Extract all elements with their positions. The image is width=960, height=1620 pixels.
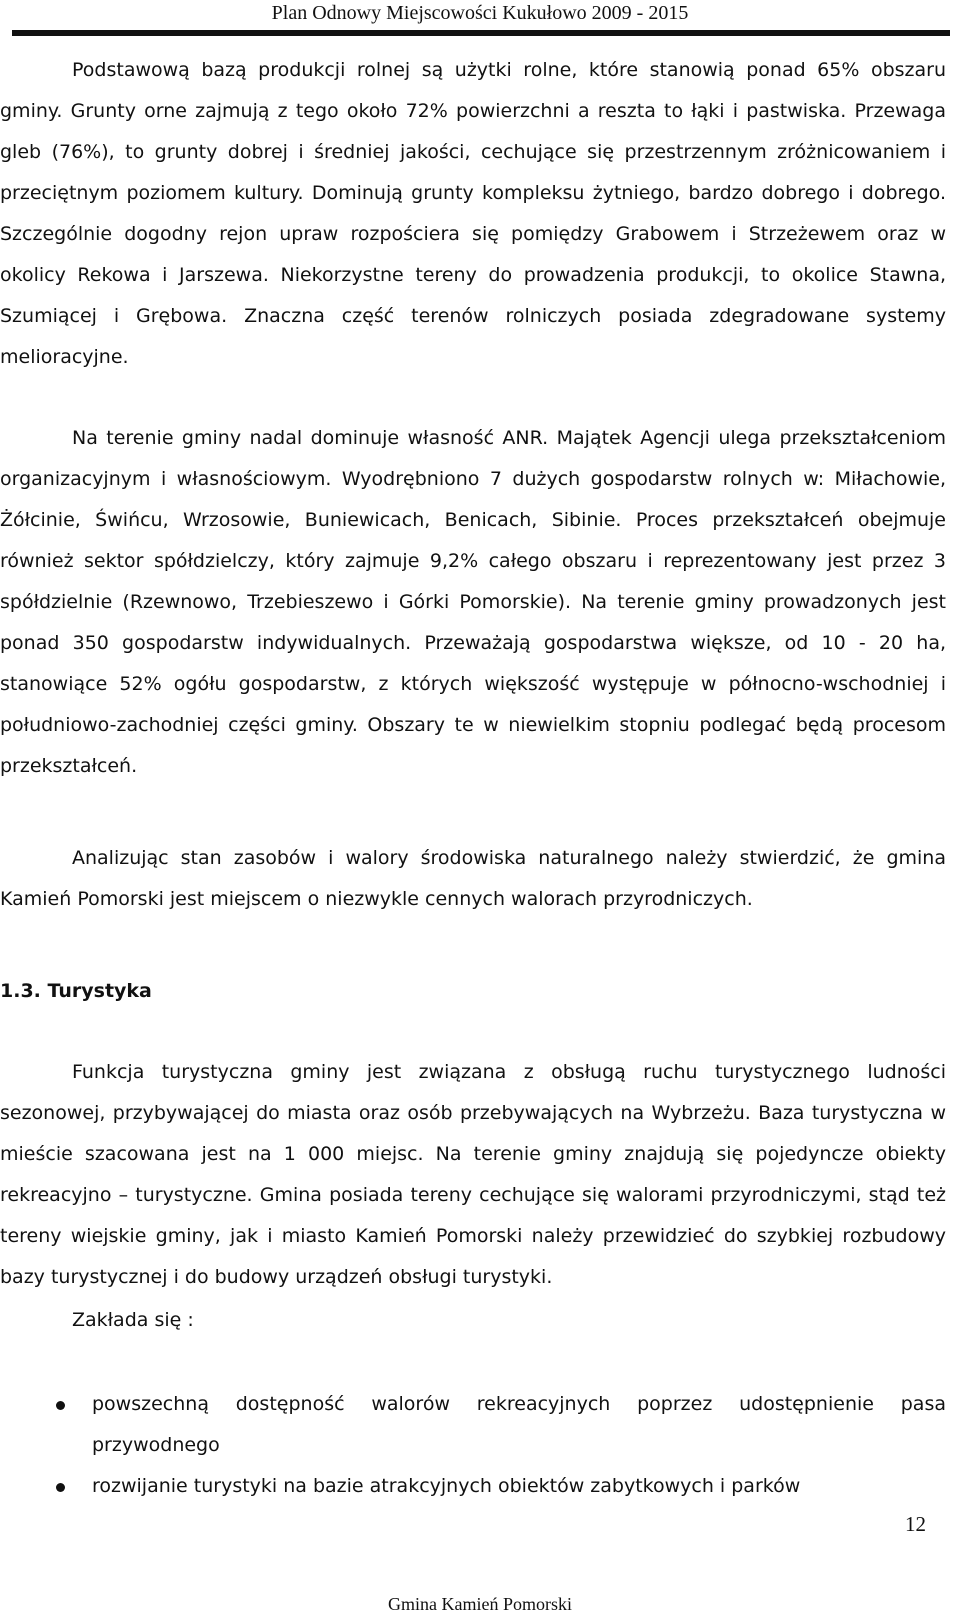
list-item (0, 1384, 946, 1466)
section-heading: 1.3. Turystyka (0, 980, 152, 1002)
list-item (0, 1466, 946, 1507)
list-item-text: rozwijanie turystyki na bazie atrakcyjnych obiektów zabytkowych i parków (92, 1475, 801, 1497)
list-item-text: powszechną dostępność walorów rekreacyjnych poprzez udostępnienie pasa przywodnego (92, 1393, 946, 1456)
paragraph-environment: Analizując stan zasobów i walory środowiska naturalnego należy stwierdzić, że gmina Kamień Pomorski jest miejscem o niezwykle cennych walorach przyrodniczych. (0, 847, 946, 910)
paragraph-agriculture: Podstawową bazą produkcji rolnej są użytki rolne, które stanowią ponad 65% obszaru gminy. Grunty orne zajmują z tego około 72% powierzchni a reszta to łąki i pastwiska. Przewaga gleb (76%), to grunty dobrej i średniej jakości, cechujące się przestrzennym zróżnicowaniem i przeciętnym poziomem kultury. Dominują grunty kompleksu żytniego, bardzo dobrego i dobrego. Szczególnie dogodny rejon upraw rozpościera się pomiędzy Grabowem i Strzeżewem oraz w okolicy Rekowa i Jarszewa. Niekorzystne tereny do prowadzenia produkcji, to okolice Stawna, Szumiącej i Grębowa. Znaczna część terenów rolniczych posiada zdegradowane systemy melioracyjne. (0, 59, 946, 368)
running-header: Plan Odnowy Miejscowości Kukułowo 2009 - 2015 (271, 2, 689, 24)
bullet-icon (56, 1483, 65, 1492)
paragraph-ownership: Na terenie gminy nadal dominuje własność ANR. Majątek Agencji ulega przekształceniom organizacyjnym i własnościowym. Wyodrębniono 7 dużych gospodarstw rolnych w: Miłachowie, Żółcinie, Świńcu, Wrzosowie, Buniewicach, Benicach, Sibinie. Proces przekształceń obejmuje również sektor spółdzielczy, który zajmuje 9,2% całego obszaru i reprezentowany jest przez 3 spółdzielnie (Rzewnowo, Trzebieszewo i Górki Pomorskie). Na terenie gminy prowadzonych jest ponad 350 gospodarstw indywidualnych. Przeważają gospodarstwa większe, od 10 - 20 ha, stanowiące 52% ogółu gospodarstw, z których większość występuje w północno-wschodniej i południowo-zachodniej części gminy. Obszary te w niewielkim stopniu podlegać będą procesom przekształceń. (0, 427, 946, 777)
paragraph-tourism: Funkcja turystyczna gminy jest związana z obsługą ruchu turystycznego ludności sezonowej, przybywającej do miasta oraz osób przebywających na Wybrzeżu. Baza turystyczna w mieście szacowana jest na 1 000 miejsc. Na terenie gminy znajdują się pojedyncze obiekty rekreacyjno – turystyczne. Gmina posiada tereny cechujące się walorami przyrodniczymi, stąd też tereny wiejskie gminy, jak i miasto Kamień Pomorski należy przewidzieć do szybkiej rozbudowy bazy turystycznej i do budowy urządzeń obsługi turystyki. (0, 1061, 946, 1288)
running-footer: Gmina Kamień Pomorski (388, 1594, 572, 1614)
header-rule (12, 30, 950, 36)
assumptions-list (0, 1384, 946, 1507)
bullet-icon (56, 1401, 65, 1410)
paragraph-assumptions: Zakłada się : (72, 1309, 194, 1331)
page-number: 12 (905, 1512, 926, 1536)
